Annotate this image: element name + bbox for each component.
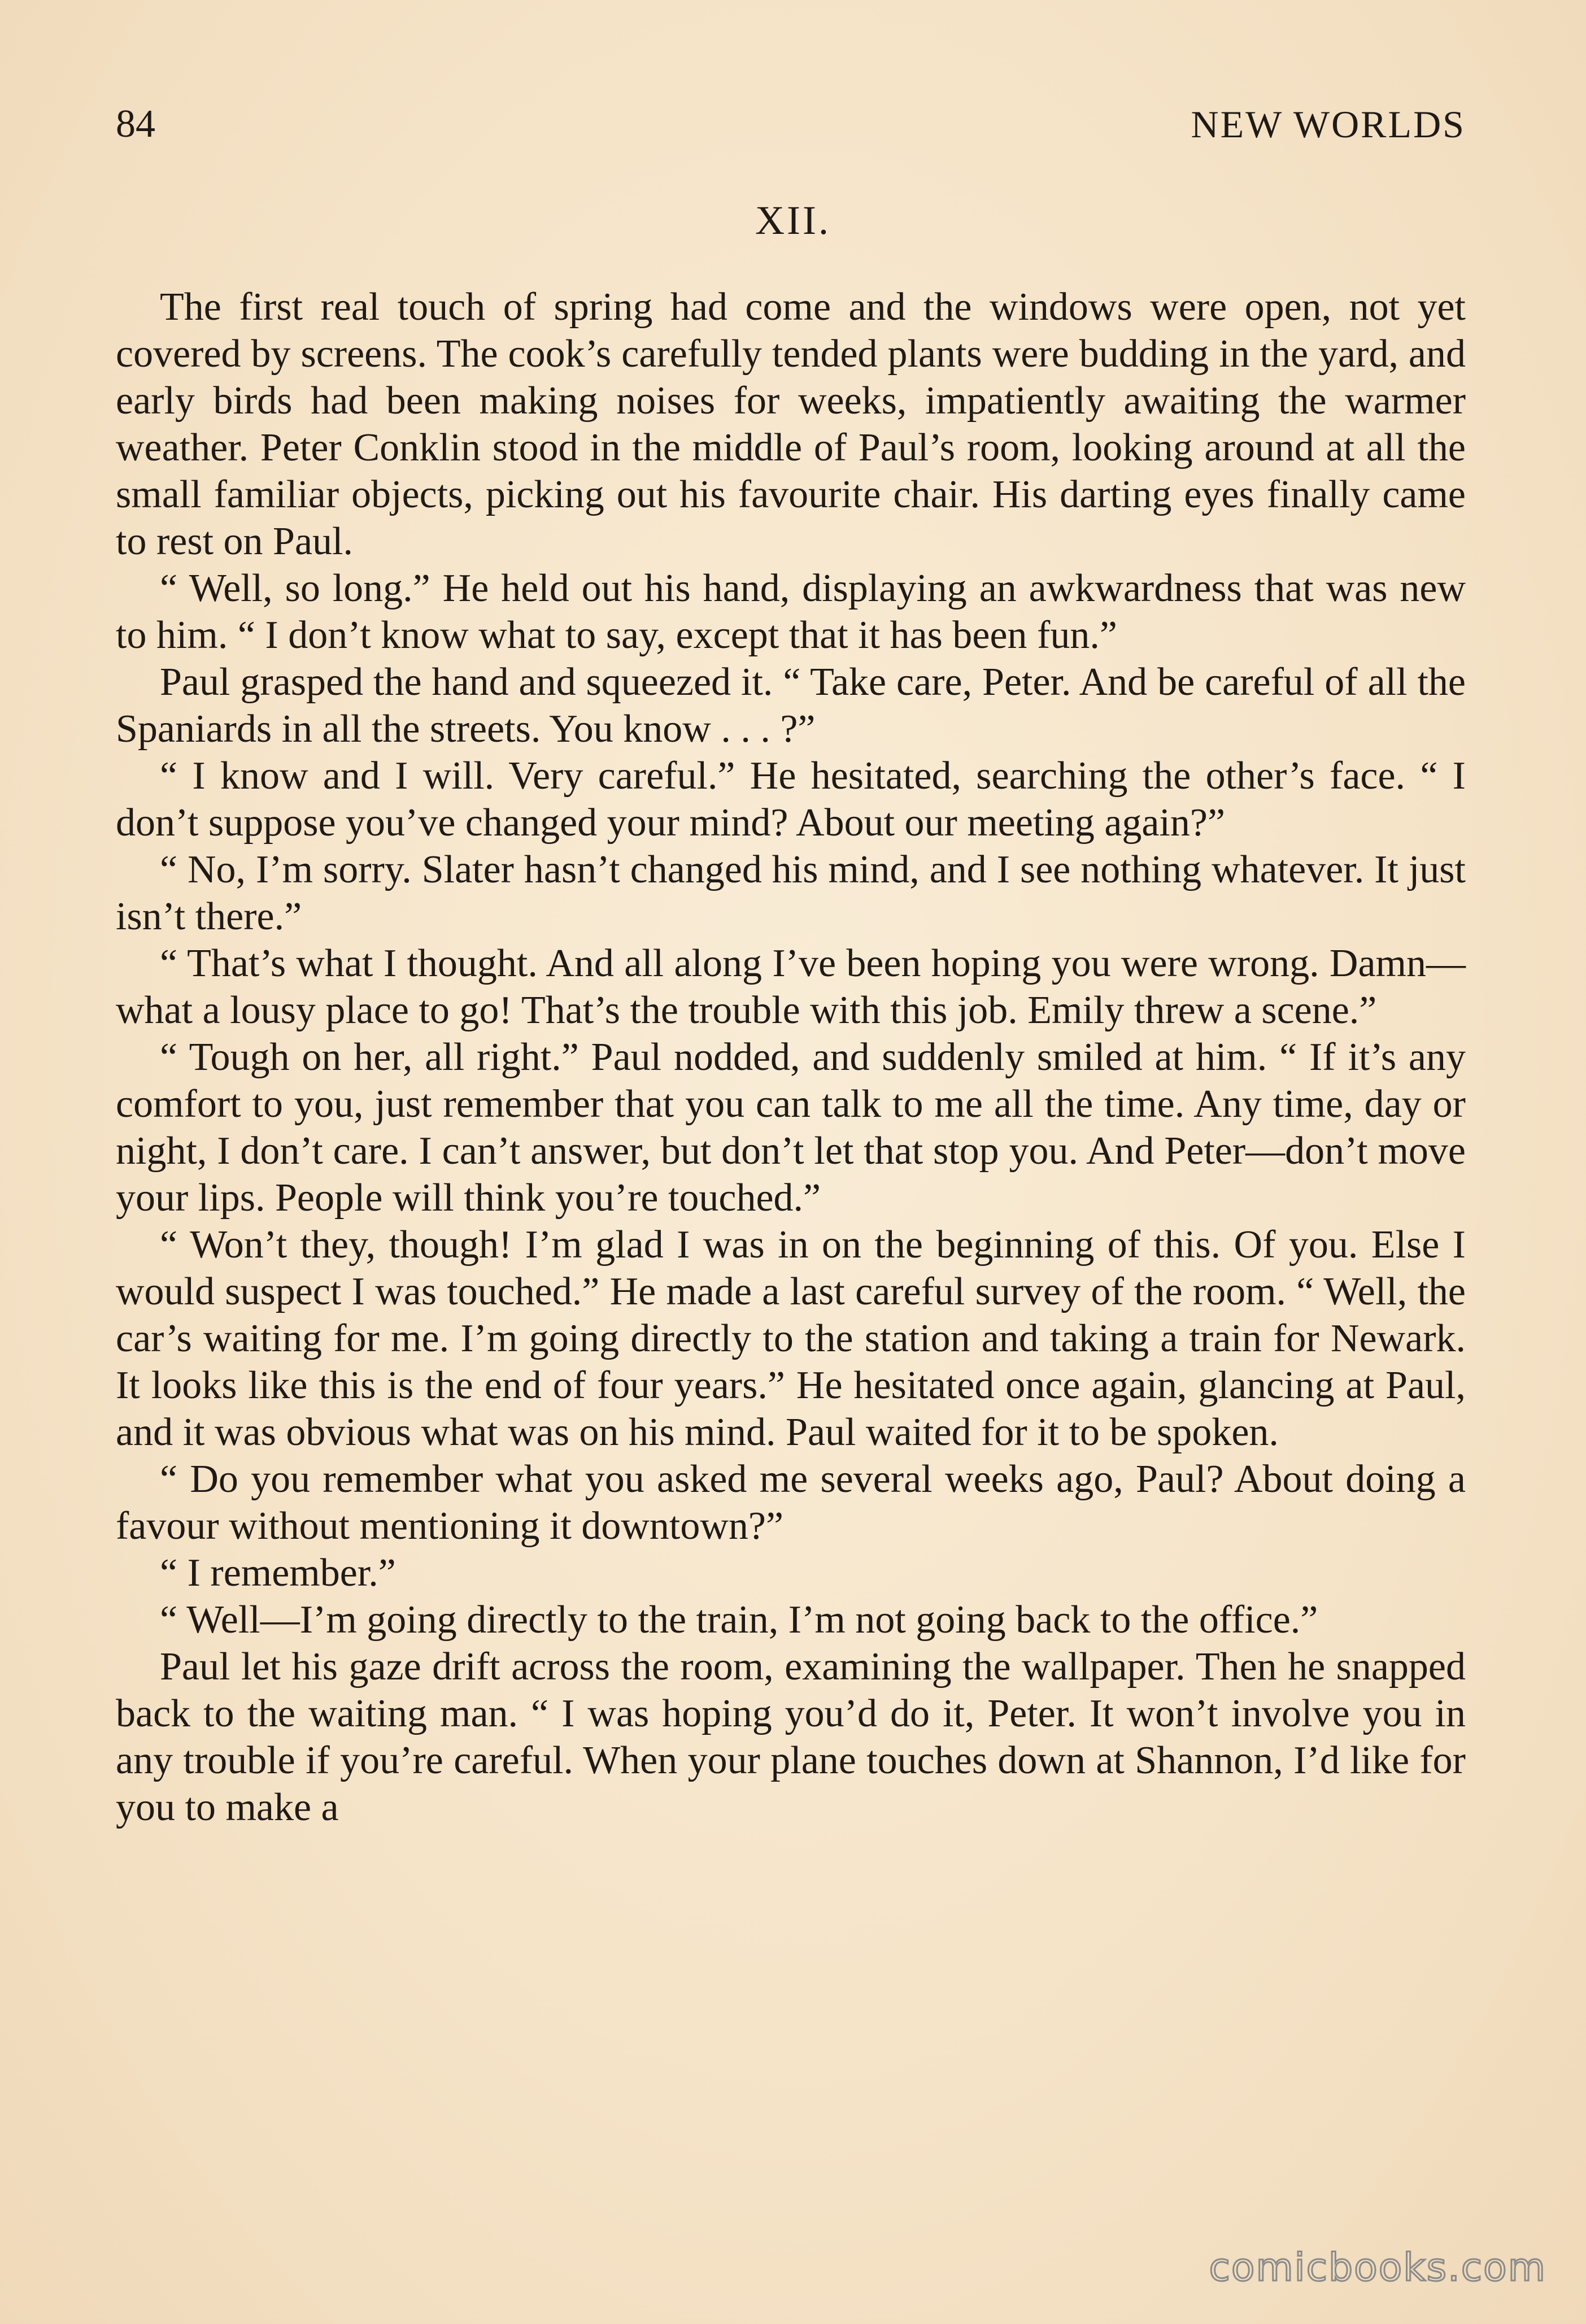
chapter-heading: XII. — [755, 198, 831, 243]
page-number: 84 — [116, 102, 155, 146]
paragraph: “ Won’t they, though! I’m glad I was in on the beginning of this. Of you. Else I would suspect I was touched.” He made a last careful survey of the room. “ Well, the car’s waiting for me. I’m going directly to the station and taking a train for Newark. It looks like this is the end of four years.” He hesitated once again, glancing at Paul, and it was obvious what was on his mind. Paul waited for it to be spoken. — [116, 1223, 1466, 1454]
paragraph: “ I remember.” — [160, 1551, 396, 1595]
page-header — [116, 96, 1466, 153]
paragraph: The first real touch of spring had come and the windows were open, not yet covered by screens. The cook’s carefully tended plants were budding in the yard, and early birds had been making noises for weeks, impatiently awaiting the warmer weather. Peter Conklin stood in the middle of Paul’s room, looking around at all the small familiar objects, picking out his favourite chair. His darting eyes finally came to rest on Paul. — [116, 285, 1466, 563]
paragraph: “ No, I’m sorry. Slater hasn’t changed his mind, and I see nothing whatever. It just isn’t there.” — [116, 848, 1466, 938]
paragraph: “ Well, so long.” He held out his hand, displaying an awkwardness that was new to him. “ I don’t know what to say, except that it has been fun.” — [116, 567, 1466, 657]
paragraph: “ Well—I’m going directly to the train, I’m not going back to the office.” — [160, 1598, 1318, 1642]
paragraph: “ That’s what I thought. And all along I’ve been hoping you were wrong. Damn—what a lousy place to go! That’s the trouble with this job. Emily threw a scene.” — [116, 942, 1466, 1032]
paragraph: “ I know and I will. Very careful.” He hesitated, searching the other’s face. “ I don’t suppose you’ve changed your mind? About our meeting again?” — [116, 754, 1466, 845]
paragraph: “ Do you remember what you asked me several weeks ago, Paul? About doing a favour without mentioning it downtown?” — [116, 1457, 1466, 1548]
body-text — [116, 284, 1466, 1831]
paragraph: Paul grasped the hand and squeezed it. “ Take care, Peter. And be careful of all the Spaniards in all the streets. You know . . . ?” — [116, 660, 1466, 751]
paragraph: Paul let his gaze drift across the room, examining the wallpaper. Then he snapped back to the waiting man. “ I was hoping you’d do it, Peter. It won’t involve you in any trouble if you’re careful. When your plane touches down at Shannon, I’d like for you to make a — [116, 1645, 1466, 1829]
watermark: comicbooks.com — [1209, 2245, 1546, 2290]
paragraph: “ Tough on her, all right.” Paul nodded, and suddenly smiled at him. “ If it’s any comfort to you, just remember that you can talk to me all the time. Any time, day or night, I don’t care. I can’t answer, but don’t let that stop you. And Peter—don’t move your lips. People will think you’re touched.” — [116, 1035, 1466, 1220]
running-head: NEW WORLDS — [1191, 103, 1466, 146]
